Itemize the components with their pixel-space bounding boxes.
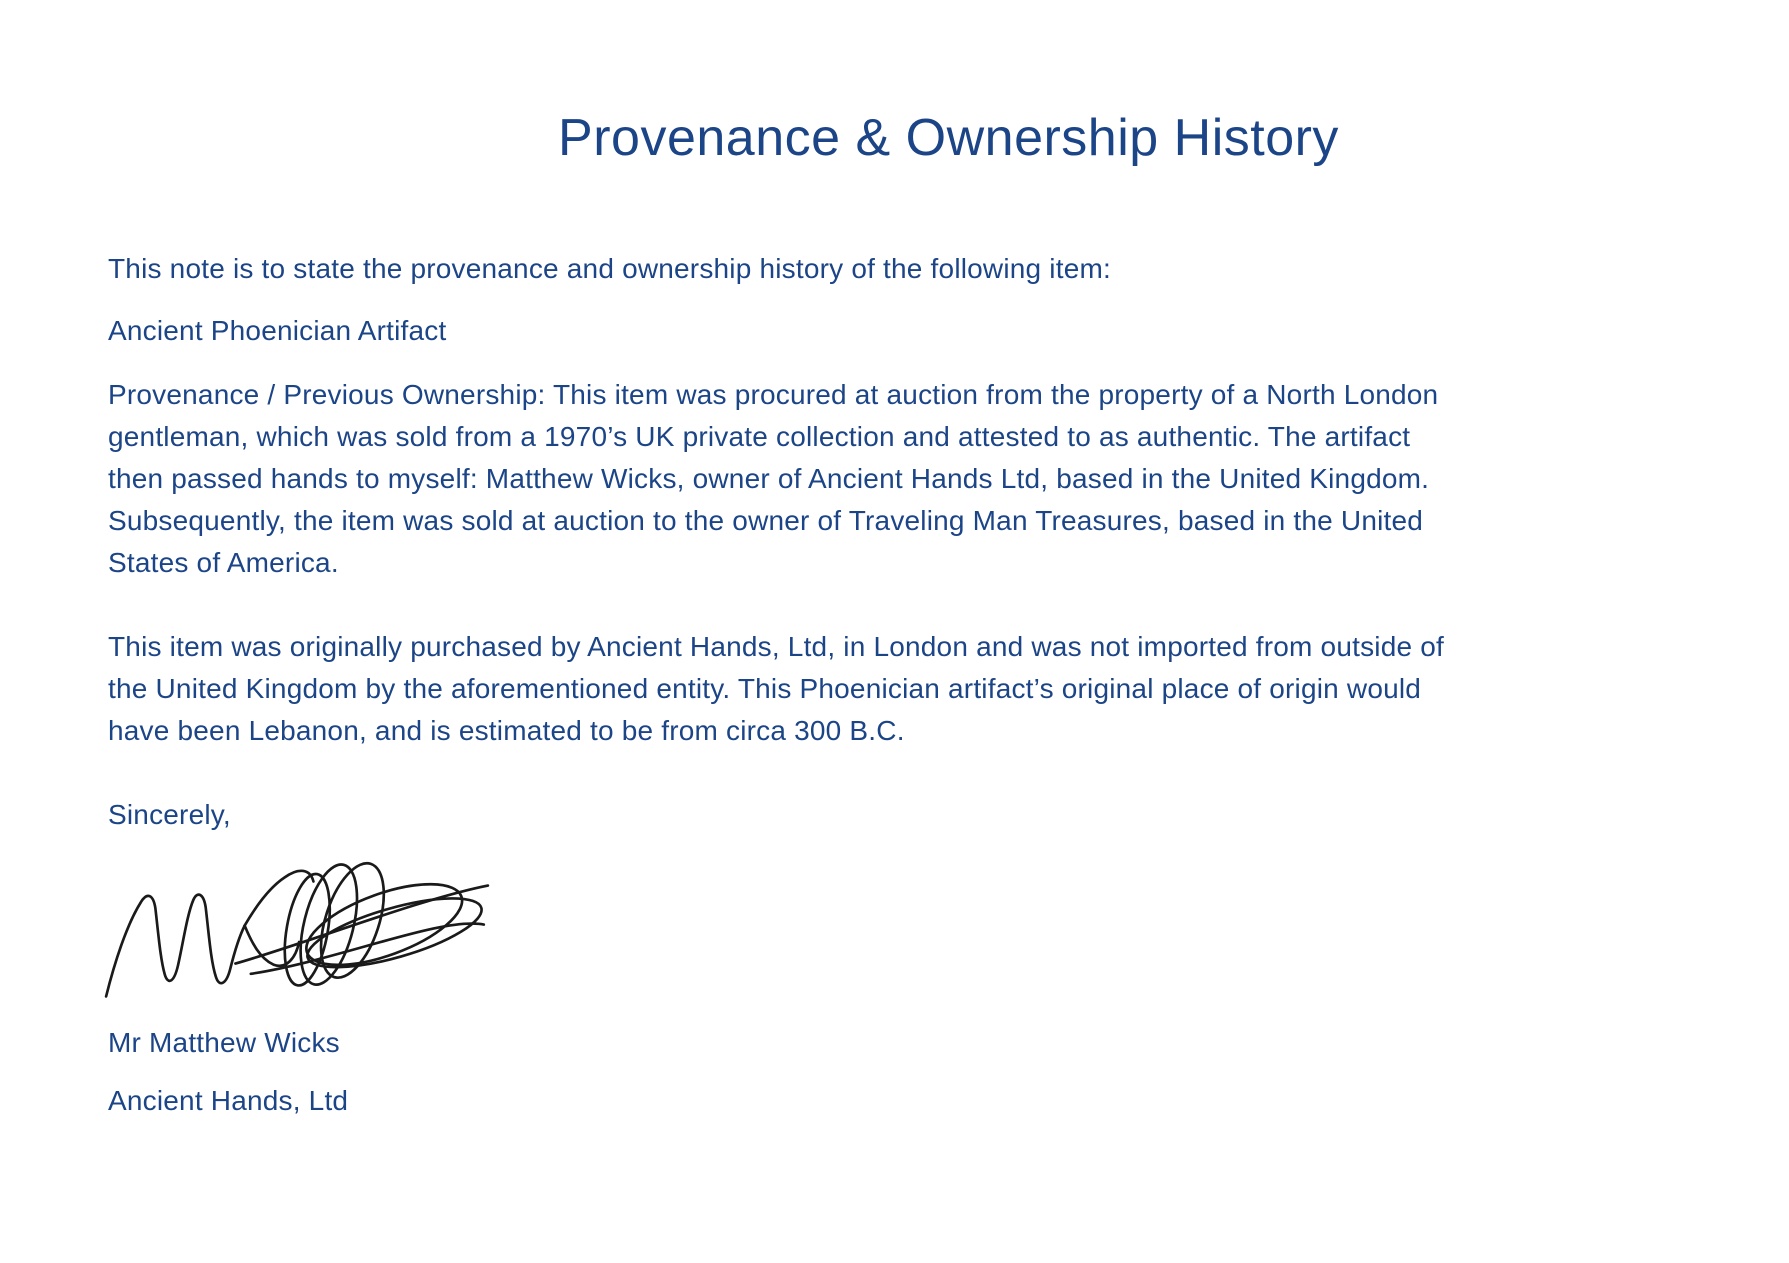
origin-paragraph: This item was originally purchased by Ancient Hands, Ltd, in London and was not imported from outside of the United Kingdom by the aforementioned entity. This Phoenician artifact’s original place of origin would have been Lebanon, and is estimated to be from circa 300 B.C. <box>108 631 1444 746</box>
intro-paragraph: This note is to state the provenance and ownership history of the following item: <box>108 253 1111 284</box>
signature-image <box>102 842 492 1002</box>
item-name: Ancient Phoenician Artifact <box>108 315 447 346</box>
closing-salutation: Sincerely, <box>108 799 231 830</box>
provenance-paragraph: Provenance / Previous Ownership: This item was procured at auction from the property of a North London gentleman, which was sold from a 1970’s UK private collection and attested to as authentic. The artifact then passed hands to myself: Matthew Wicks, owner of Ancient Hands Ltd, based in the United Kingdom. Subsequently, the item was sold at auction to the owner of Traveling Man Treasures, based in the United States of America. <box>108 379 1439 578</box>
signer-name: Mr Matthew Wicks <box>108 1027 340 1058</box>
document-body <box>108 248 1458 1122</box>
signer-company: Ancient Hands, Ltd <box>108 1085 349 1116</box>
document-title: Provenance & Ownership History <box>558 109 1339 167</box>
signature-scribble <box>102 842 492 1002</box>
